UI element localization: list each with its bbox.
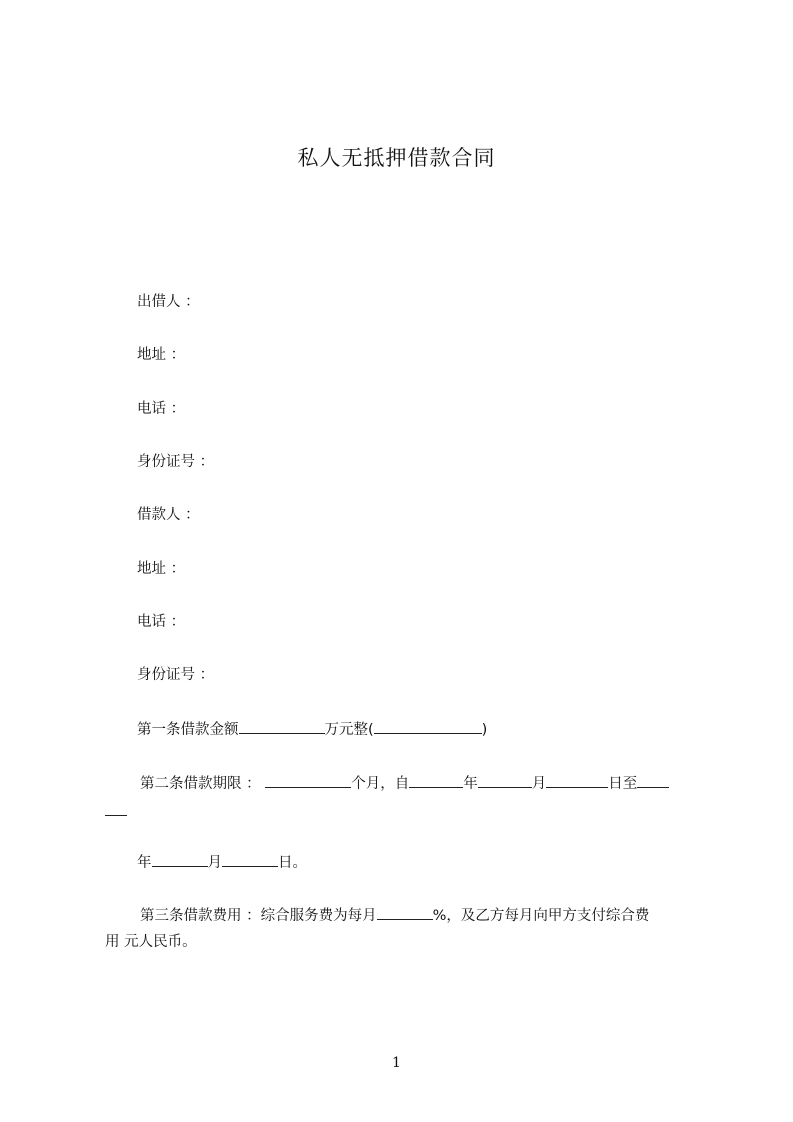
page-number: 1 (392, 1055, 401, 1071)
end-year-blank-part1[interactable] (637, 773, 669, 788)
lender-phone-label: 电话 ： (137, 401, 186, 417)
article-2-lead: 第二条借款期限 ： (140, 776, 261, 792)
borrower-address-label: 地址 ： (137, 561, 186, 577)
article-3-lead: 第三条借款费用 ：综合服务费为每月 (140, 908, 377, 924)
article-2-day-end: 日。 (278, 855, 307, 871)
article-2-months: 个月，自 (351, 776, 410, 792)
amount-blank[interactable] (239, 719, 325, 734)
borrower-phone-label: 电话 ： (137, 614, 186, 630)
end-month-blank[interactable] (152, 852, 208, 867)
article-2-wrap (105, 801, 127, 821)
end-day-blank[interactable] (222, 852, 278, 867)
borrower-id-label: 身份证号 ： (137, 667, 215, 683)
article-1-lead: 第一条借款金额 (137, 722, 239, 738)
end-year-blank-part2[interactable] (105, 801, 127, 816)
article-1 (137, 719, 487, 739)
article-2-line3 (137, 852, 307, 872)
article-1-unit: 万元整( (324, 722, 374, 738)
document-title: 私人无抵押借款合同 (297, 146, 496, 170)
article-2-year2: 年 (137, 855, 152, 871)
lender-address-label: 地址 ： (137, 347, 186, 363)
article-3 (140, 905, 649, 925)
start-day-blank[interactable] (546, 773, 608, 788)
service-rate-blank[interactable] (377, 905, 433, 920)
lender-name-label: 出借人 ： (137, 294, 200, 310)
article-3-line2: 用 元人民币。 (105, 934, 197, 950)
article-2 (140, 773, 669, 793)
article-2-day-to: 日至 (608, 776, 638, 792)
borrower-name-label: 借款人 ： (137, 507, 200, 523)
article-2-month: 月 (531, 776, 547, 792)
amount-words-blank[interactable] (374, 719, 482, 734)
article-2-month2: 月 (207, 855, 222, 871)
term-months-blank[interactable] (265, 773, 351, 788)
article-3-percent-tail: %，及乙方每月向甲方支付综合费 (432, 908, 650, 924)
article-2-year: 年 (463, 776, 478, 792)
start-month-blank[interactable] (478, 773, 532, 788)
article-1-close: ) (481, 722, 488, 738)
start-year-blank[interactable] (409, 773, 463, 788)
lender-id-label: 身份证号 ： (137, 454, 215, 470)
